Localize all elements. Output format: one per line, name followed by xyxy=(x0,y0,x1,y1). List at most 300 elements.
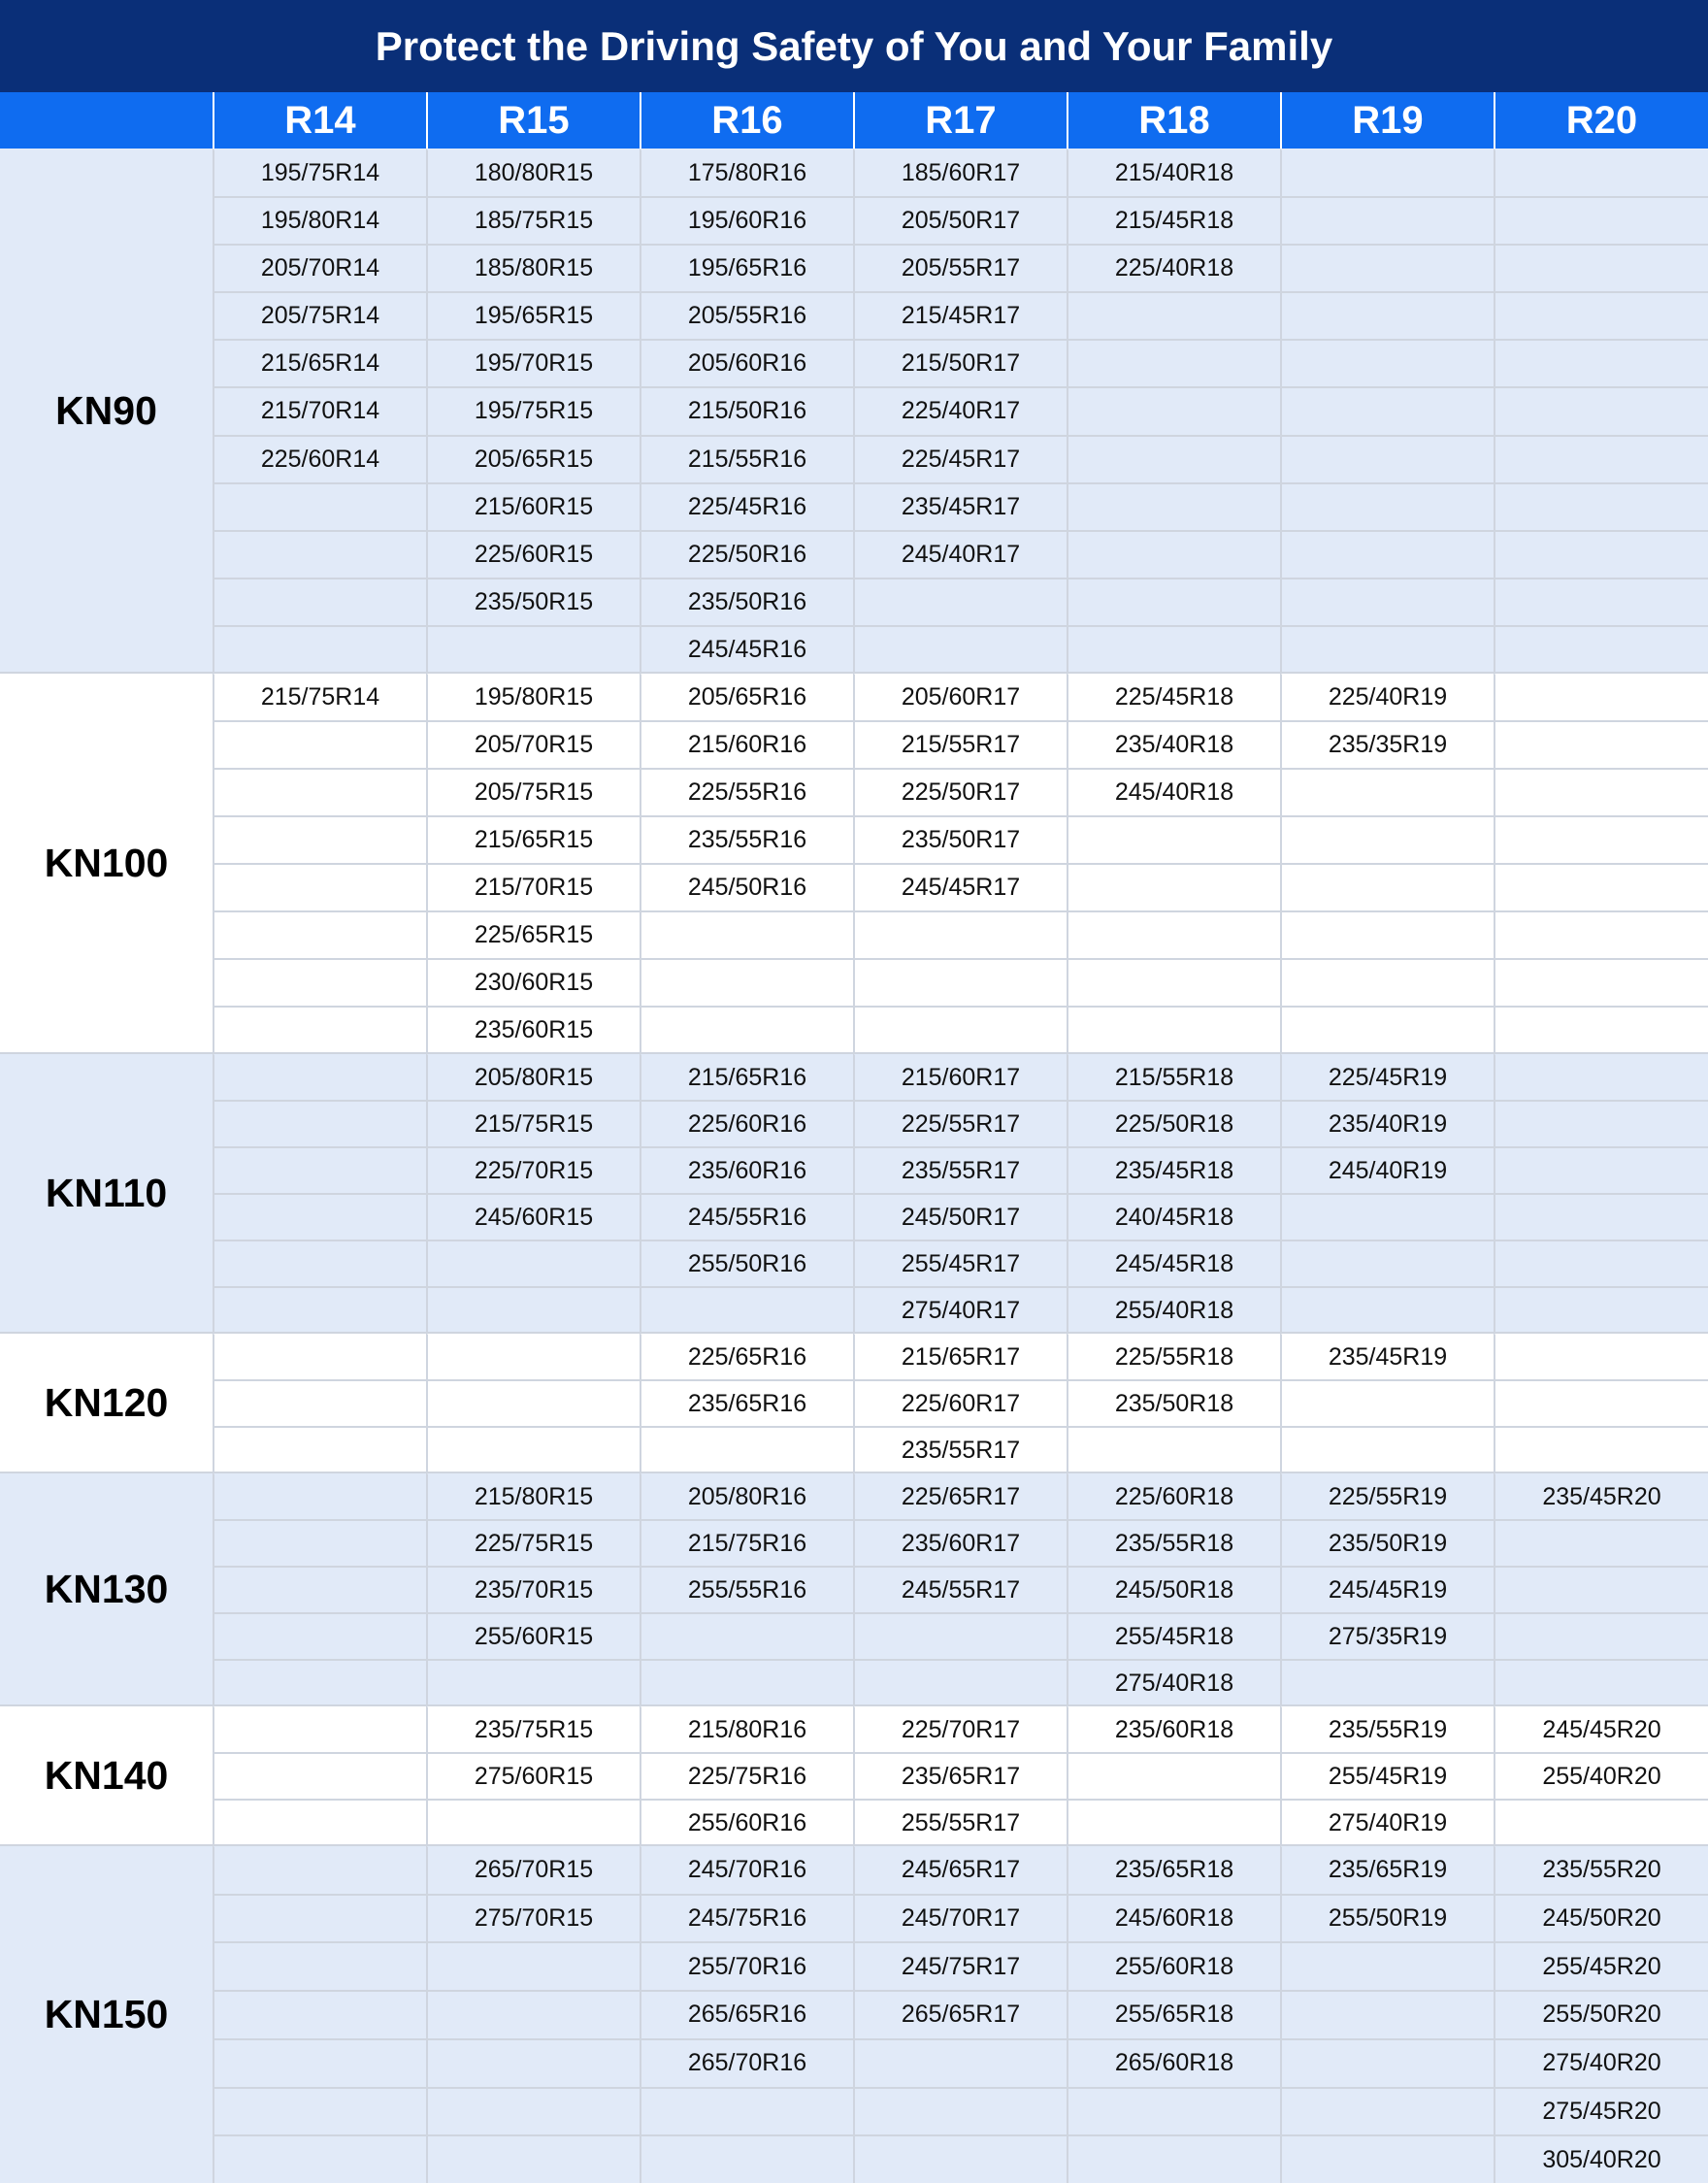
empty-cell xyxy=(1067,625,1280,673)
tire-size-cell: 225/60R16 xyxy=(640,1100,853,1146)
tire-size-cell: 175/80R16 xyxy=(640,149,853,196)
tire-size-cell: 235/50R19 xyxy=(1280,1519,1494,1566)
tire-size-cell: 235/60R18 xyxy=(1067,1705,1280,1752)
tire-size-cell: 265/70R16 xyxy=(640,2038,853,2087)
empty-cell xyxy=(213,2134,426,2183)
empty-cell xyxy=(1494,768,1708,815)
tire-size-cell: 235/60R17 xyxy=(853,1519,1067,1566)
tire-size-cell: 245/50R16 xyxy=(640,863,853,910)
tire-size-cell: 215/40R18 xyxy=(1067,149,1280,196)
tire-size-cell: 195/80R15 xyxy=(426,673,640,720)
empty-cell xyxy=(1280,863,1494,910)
empty-cell xyxy=(1280,578,1494,625)
tire-size-cell: 245/70R17 xyxy=(853,1894,1067,1942)
tire-size-cell: 225/65R17 xyxy=(853,1472,1067,1519)
tire-size-cell: 265/65R16 xyxy=(640,1990,853,2038)
empty-cell xyxy=(1494,1240,1708,1286)
empty-cell xyxy=(426,625,640,673)
tire-size-cell: 225/65R15 xyxy=(426,910,640,958)
empty-cell xyxy=(1280,1426,1494,1472)
tire-size-cell: 235/55R17 xyxy=(853,1426,1067,1472)
tire-size-cell: 245/55R16 xyxy=(640,1193,853,1240)
tire-size-cell: 215/65R15 xyxy=(426,815,640,863)
empty-cell xyxy=(213,1612,426,1659)
empty-cell xyxy=(213,625,426,673)
tire-size-cell: 225/60R15 xyxy=(426,530,640,578)
tire-size-cell: 255/40R20 xyxy=(1494,1752,1708,1799)
empty-cell xyxy=(853,1659,1067,1705)
empty-cell xyxy=(853,2087,1067,2135)
tire-size-cell: 225/50R18 xyxy=(1067,1100,1280,1146)
tire-size-cell: 235/55R20 xyxy=(1494,1845,1708,1894)
tire-size-cell: 235/60R16 xyxy=(640,1146,853,1193)
empty-cell xyxy=(1280,2134,1494,2183)
empty-cell xyxy=(640,958,853,1006)
empty-cell xyxy=(426,1379,640,1426)
tire-size-cell: 215/65R14 xyxy=(213,339,426,386)
empty-cell xyxy=(1494,1286,1708,1333)
group-divider xyxy=(0,1332,1708,1334)
empty-cell xyxy=(1067,339,1280,386)
empty-cell xyxy=(1280,149,1494,196)
tire-size-cell: 235/65R18 xyxy=(1067,1845,1280,1894)
empty-cell xyxy=(1494,815,1708,863)
group-divider xyxy=(0,1472,1708,1473)
tire-size-cell: 215/55R17 xyxy=(853,720,1067,768)
tire-size-cell: 235/50R17 xyxy=(853,815,1067,863)
tire-size-cell: 225/65R16 xyxy=(640,1333,853,1379)
empty-cell xyxy=(213,815,426,863)
empty-cell xyxy=(1067,2134,1280,2183)
empty-cell xyxy=(1067,863,1280,910)
tire-size-cell: 235/45R20 xyxy=(1494,1472,1708,1519)
tire-size-cell: 215/75R15 xyxy=(426,1100,640,1146)
tire-size-cell: 225/45R19 xyxy=(1280,1053,1494,1100)
empty-cell xyxy=(1280,1240,1494,1286)
tire-size-cell: 215/70R15 xyxy=(426,863,640,910)
tire-size-cell: 195/60R16 xyxy=(640,196,853,244)
tire-size-cell: 245/45R18 xyxy=(1067,1240,1280,1286)
empty-cell xyxy=(1067,435,1280,482)
empty-cell xyxy=(1280,339,1494,386)
empty-cell xyxy=(213,1941,426,1990)
empty-cell xyxy=(1494,435,1708,482)
column-header-r15: R15 xyxy=(426,92,640,149)
tire-size-cell: 215/75R16 xyxy=(640,1519,853,1566)
empty-cell xyxy=(213,1566,426,1612)
tire-size-cell: 225/50R16 xyxy=(640,530,853,578)
empty-cell xyxy=(1494,482,1708,530)
empty-cell xyxy=(640,910,853,958)
tire-size-cell: 245/50R18 xyxy=(1067,1566,1280,1612)
tire-size-cell: 255/55R17 xyxy=(853,1799,1067,1845)
tire-size-cell: 195/65R16 xyxy=(640,244,853,291)
tire-size-cell: 245/75R17 xyxy=(853,1941,1067,1990)
tire-size-cell: 205/60R16 xyxy=(640,339,853,386)
empty-cell xyxy=(1494,1333,1708,1379)
tire-size-cell: 225/50R17 xyxy=(853,768,1067,815)
model-group-kn150 xyxy=(0,1845,1708,2183)
tire-size-cell: 215/60R15 xyxy=(426,482,640,530)
tire-size-cell: 230/60R15 xyxy=(426,958,640,1006)
tire-size-cell: 215/80R15 xyxy=(426,1472,640,1519)
tire-size-cell: 245/40R19 xyxy=(1280,1146,1494,1193)
empty-cell xyxy=(853,1612,1067,1659)
tire-size-cell: 225/45R16 xyxy=(640,482,853,530)
empty-cell xyxy=(213,1379,426,1426)
tire-size-cell: 225/70R15 xyxy=(426,1146,640,1193)
model-label: KN110 xyxy=(45,1170,168,1215)
page-title: Protect the Driving Safety of You and Your Family xyxy=(0,0,1708,92)
tire-size-cell: 275/40R18 xyxy=(1067,1659,1280,1705)
tire-size-cell: 245/65R17 xyxy=(853,1845,1067,1894)
tire-size-cell: 255/45R20 xyxy=(1494,1941,1708,1990)
empty-cell xyxy=(213,530,426,578)
tire-size-cell: 205/65R15 xyxy=(426,435,640,482)
model-label: KN90 xyxy=(55,387,157,433)
empty-cell xyxy=(213,1659,426,1705)
tire-size-cell: 245/50R17 xyxy=(853,1193,1067,1240)
empty-cell xyxy=(1067,1799,1280,1845)
tire-size-cell: 245/40R18 xyxy=(1067,768,1280,815)
tire-size-cell: 255/45R19 xyxy=(1280,1752,1494,1799)
group-divider xyxy=(0,1844,1708,1846)
empty-cell xyxy=(853,625,1067,673)
empty-cell xyxy=(1067,958,1280,1006)
empty-cell xyxy=(426,1799,640,1845)
tire-size-cell: 235/35R19 xyxy=(1280,720,1494,768)
model-group-kn110 xyxy=(0,1053,1708,1333)
tire-size-cell: 195/80R14 xyxy=(213,196,426,244)
tire-size-cell: 225/45R18 xyxy=(1067,673,1280,720)
tire-size-cell: 275/60R15 xyxy=(426,1752,640,1799)
empty-cell xyxy=(1280,1286,1494,1333)
empty-cell xyxy=(1067,1752,1280,1799)
tire-size-cell: 225/60R17 xyxy=(853,1379,1067,1426)
empty-cell xyxy=(426,1990,640,2038)
tire-size-cell: 225/55R17 xyxy=(853,1100,1067,1146)
tire-size-cell: 235/70R15 xyxy=(426,1566,640,1612)
tire-size-cell: 235/45R18 xyxy=(1067,1146,1280,1193)
tire-size-cell: 205/65R16 xyxy=(640,673,853,720)
tire-size-cell: 215/80R16 xyxy=(640,1705,853,1752)
empty-cell xyxy=(213,1705,426,1752)
tire-size-cell: 255/50R20 xyxy=(1494,1990,1708,2038)
empty-cell xyxy=(853,958,1067,1006)
model-label: KN100 xyxy=(44,840,169,885)
empty-cell xyxy=(853,1006,1067,1053)
tire-size-cell: 215/60R16 xyxy=(640,720,853,768)
tire-size-cell: 195/75R15 xyxy=(426,386,640,434)
empty-cell xyxy=(213,2087,426,2135)
tire-size-cell: 225/60R18 xyxy=(1067,1472,1280,1519)
tire-size-cell: 225/75R16 xyxy=(640,1752,853,1799)
empty-cell xyxy=(426,1333,640,1379)
empty-cell xyxy=(1280,291,1494,339)
model-group-kn120 xyxy=(0,1333,1708,1472)
empty-cell xyxy=(426,2134,640,2183)
empty-cell xyxy=(213,720,426,768)
empty-cell xyxy=(426,1240,640,1286)
empty-cell xyxy=(213,1146,426,1193)
model-group-kn140 xyxy=(0,1705,1708,1845)
empty-cell xyxy=(426,1426,640,1472)
tire-size-cell: 225/45R17 xyxy=(853,435,1067,482)
model-group-kn100 xyxy=(0,673,1708,1053)
tire-size-cell: 235/55R17 xyxy=(853,1146,1067,1193)
empty-cell xyxy=(1494,863,1708,910)
empty-cell xyxy=(640,1612,853,1659)
column-header-r18: R18 xyxy=(1067,92,1280,149)
empty-cell xyxy=(1280,2038,1494,2087)
tire-size-cell: 225/70R17 xyxy=(853,1705,1067,1752)
empty-cell xyxy=(853,2134,1067,2183)
tire-size-cell: 205/60R17 xyxy=(853,673,1067,720)
model-label: KN140 xyxy=(44,1752,169,1798)
tire-size-cell: 245/75R16 xyxy=(640,1894,853,1942)
tire-size-cell: 225/60R14 xyxy=(213,435,426,482)
tire-size-cell: 255/50R16 xyxy=(640,1240,853,1286)
column-header-r19: R19 xyxy=(1280,92,1494,149)
empty-cell xyxy=(853,2038,1067,2087)
empty-cell xyxy=(1280,625,1494,673)
tire-size-cell: 245/60R15 xyxy=(426,1193,640,1240)
empty-cell xyxy=(426,2038,640,2087)
empty-cell xyxy=(1280,958,1494,1006)
empty-cell xyxy=(1494,530,1708,578)
tire-size-cell: 215/55R18 xyxy=(1067,1053,1280,1100)
empty-cell xyxy=(1067,1426,1280,1472)
empty-cell xyxy=(1494,196,1708,244)
empty-cell xyxy=(213,1240,426,1286)
empty-cell xyxy=(213,1752,426,1799)
tire-size-cell: 240/45R18 xyxy=(1067,1193,1280,1240)
tire-size-cell: 245/45R20 xyxy=(1494,1705,1708,1752)
tire-size-cell: 275/40R20 xyxy=(1494,2038,1708,2087)
column-header-r17: R17 xyxy=(853,92,1067,149)
empty-cell xyxy=(1494,1799,1708,1845)
column-header-r16: R16 xyxy=(640,92,853,149)
empty-cell xyxy=(213,1799,426,1845)
tire-size-cell: 275/40R17 xyxy=(853,1286,1067,1333)
tire-size-cell: 215/55R16 xyxy=(640,435,853,482)
empty-cell xyxy=(1280,1941,1494,1990)
tire-size-cell: 225/75R15 xyxy=(426,1519,640,1566)
model-group-kn90 xyxy=(0,149,1708,673)
tire-size-cell: 305/40R20 xyxy=(1494,2134,1708,2183)
tire-size-cell: 225/40R18 xyxy=(1067,244,1280,291)
tire-size-cell: 245/40R17 xyxy=(853,530,1067,578)
tire-size-cell: 215/50R17 xyxy=(853,339,1067,386)
tire-size-cell: 245/60R18 xyxy=(1067,1894,1280,1942)
tire-size-cell: 235/45R19 xyxy=(1280,1333,1494,1379)
tire-size-cell: 215/60R17 xyxy=(853,1053,1067,1100)
tire-size-cell: 235/40R18 xyxy=(1067,720,1280,768)
empty-cell xyxy=(640,1006,853,1053)
empty-cell xyxy=(1067,815,1280,863)
tire-size-cell: 235/65R19 xyxy=(1280,1845,1494,1894)
tire-size-cell: 235/55R18 xyxy=(1067,1519,1280,1566)
tire-size-cell: 255/45R18 xyxy=(1067,1612,1280,1659)
tire-size-cell: 215/70R14 xyxy=(213,386,426,434)
tire-size-cell: 215/45R18 xyxy=(1067,196,1280,244)
empty-cell xyxy=(213,1990,426,2038)
empty-cell xyxy=(213,1193,426,1240)
tire-size-cell: 195/70R15 xyxy=(426,339,640,386)
tire-size-cell: 215/50R16 xyxy=(640,386,853,434)
tire-size-cell: 215/65R17 xyxy=(853,1333,1067,1379)
empty-cell xyxy=(1494,1612,1708,1659)
tire-size-cell: 180/80R15 xyxy=(426,149,640,196)
empty-cell xyxy=(1067,482,1280,530)
tire-size-cell: 235/60R15 xyxy=(426,1006,640,1053)
empty-cell xyxy=(1494,1100,1708,1146)
empty-cell xyxy=(1280,1006,1494,1053)
empty-cell xyxy=(1494,1006,1708,1053)
tire-size-cell: 255/70R16 xyxy=(640,1941,853,1990)
model-group-kn130 xyxy=(0,1472,1708,1705)
empty-cell xyxy=(1494,1566,1708,1612)
tire-size-cell: 205/55R16 xyxy=(640,291,853,339)
empty-cell xyxy=(1280,1659,1494,1705)
empty-cell xyxy=(853,578,1067,625)
tire-size-cell: 205/55R17 xyxy=(853,244,1067,291)
empty-cell xyxy=(1280,435,1494,482)
empty-cell xyxy=(213,482,426,530)
empty-cell xyxy=(1280,244,1494,291)
empty-cell xyxy=(1494,910,1708,958)
tire-size-cell: 235/65R17 xyxy=(853,1752,1067,1799)
empty-cell xyxy=(1494,625,1708,673)
empty-cell xyxy=(1494,1053,1708,1100)
empty-cell xyxy=(1494,578,1708,625)
empty-cell xyxy=(1280,1379,1494,1426)
empty-cell xyxy=(213,910,426,958)
tire-size-cell: 235/50R16 xyxy=(640,578,853,625)
empty-cell xyxy=(1494,291,1708,339)
tire-size-cell: 225/40R19 xyxy=(1280,673,1494,720)
tire-size-cell: 255/40R18 xyxy=(1067,1286,1280,1333)
tire-size-cell: 255/60R16 xyxy=(640,1799,853,1845)
tire-size-cell: 265/65R17 xyxy=(853,1990,1067,2038)
empty-cell xyxy=(640,1426,853,1472)
empty-cell xyxy=(1067,2087,1280,2135)
tire-size-cell: 195/65R15 xyxy=(426,291,640,339)
model-label: KN130 xyxy=(44,1566,169,1611)
tire-size-cell: 235/50R15 xyxy=(426,578,640,625)
group-divider xyxy=(0,1052,1708,1054)
tire-size-cell: 275/35R19 xyxy=(1280,1612,1494,1659)
empty-cell xyxy=(1494,1426,1708,1472)
tire-size-cell: 185/80R15 xyxy=(426,244,640,291)
tire-size-cell: 235/50R18 xyxy=(1067,1379,1280,1426)
tire-size-cell: 245/45R16 xyxy=(640,625,853,673)
tire-size-cell: 235/65R16 xyxy=(640,1379,853,1426)
empty-cell xyxy=(1494,1193,1708,1240)
empty-cell xyxy=(1494,958,1708,1006)
tire-size-cell: 205/70R15 xyxy=(426,720,640,768)
empty-cell xyxy=(1280,910,1494,958)
empty-cell xyxy=(853,910,1067,958)
empty-cell xyxy=(426,1286,640,1333)
empty-cell xyxy=(426,1659,640,1705)
empty-cell xyxy=(213,1053,426,1100)
tire-size-cell: 195/75R14 xyxy=(213,149,426,196)
tire-size-cell: 255/50R19 xyxy=(1280,1894,1494,1942)
tire-size-cell: 185/60R17 xyxy=(853,149,1067,196)
empty-cell xyxy=(1067,530,1280,578)
tire-size-cell: 215/45R17 xyxy=(853,291,1067,339)
tire-size-cell: 275/40R19 xyxy=(1280,1799,1494,1845)
empty-cell xyxy=(640,2134,853,2183)
empty-cell xyxy=(1280,768,1494,815)
tire-size-cell: 255/65R18 xyxy=(1067,1990,1280,2038)
empty-cell xyxy=(213,1894,426,1942)
tire-size-cell: 235/40R19 xyxy=(1280,1100,1494,1146)
tire-size-cell: 205/70R14 xyxy=(213,244,426,291)
tire-size-cell: 245/55R17 xyxy=(853,1566,1067,1612)
column-header-r20: R20 xyxy=(1494,92,1708,149)
empty-cell xyxy=(213,1100,426,1146)
tire-size-cell: 255/45R17 xyxy=(853,1240,1067,1286)
empty-cell xyxy=(1494,1659,1708,1705)
tire-size-cell: 215/75R14 xyxy=(213,673,426,720)
tire-size-cell: 215/65R16 xyxy=(640,1053,853,1100)
empty-cell xyxy=(1280,386,1494,434)
empty-cell xyxy=(1494,149,1708,196)
tire-size-cell: 255/60R18 xyxy=(1067,1941,1280,1990)
empty-cell xyxy=(1494,1146,1708,1193)
empty-cell xyxy=(640,1659,853,1705)
tire-size-cell: 245/45R17 xyxy=(853,863,1067,910)
empty-cell xyxy=(1494,244,1708,291)
tire-size-cell: 225/55R19 xyxy=(1280,1472,1494,1519)
empty-cell xyxy=(1067,578,1280,625)
empty-cell xyxy=(213,1286,426,1333)
empty-cell xyxy=(1280,196,1494,244)
tire-size-cell: 245/45R19 xyxy=(1280,1566,1494,1612)
empty-cell xyxy=(1280,2087,1494,2135)
empty-cell xyxy=(213,1472,426,1519)
empty-cell xyxy=(213,1845,426,1894)
tire-size-cell: 205/75R14 xyxy=(213,291,426,339)
tire-size-cell: 185/75R15 xyxy=(426,196,640,244)
empty-cell xyxy=(1067,1006,1280,1053)
tire-size-cell: 235/55R19 xyxy=(1280,1705,1494,1752)
tire-size-cell: 205/80R15 xyxy=(426,1053,640,1100)
tire-size-cell: 225/55R16 xyxy=(640,768,853,815)
empty-cell xyxy=(1494,1519,1708,1566)
empty-cell xyxy=(213,578,426,625)
empty-cell xyxy=(213,1519,426,1566)
empty-cell xyxy=(1494,386,1708,434)
empty-cell xyxy=(213,1006,426,1053)
empty-cell xyxy=(1494,673,1708,720)
empty-cell xyxy=(1280,1193,1494,1240)
tire-size-cell: 235/45R17 xyxy=(853,482,1067,530)
tire-size-cell: 245/50R20 xyxy=(1494,1894,1708,1942)
empty-cell xyxy=(1280,530,1494,578)
empty-cell xyxy=(640,1286,853,1333)
tire-size-cell: 205/50R17 xyxy=(853,196,1067,244)
tire-size-cell: 225/55R18 xyxy=(1067,1333,1280,1379)
empty-cell xyxy=(213,958,426,1006)
column-header-r14: R14 xyxy=(213,92,426,149)
tire-size-cell: 265/70R15 xyxy=(426,1845,640,1894)
empty-cell xyxy=(213,1426,426,1472)
empty-cell xyxy=(213,768,426,815)
tire-size-cell: 245/70R16 xyxy=(640,1845,853,1894)
